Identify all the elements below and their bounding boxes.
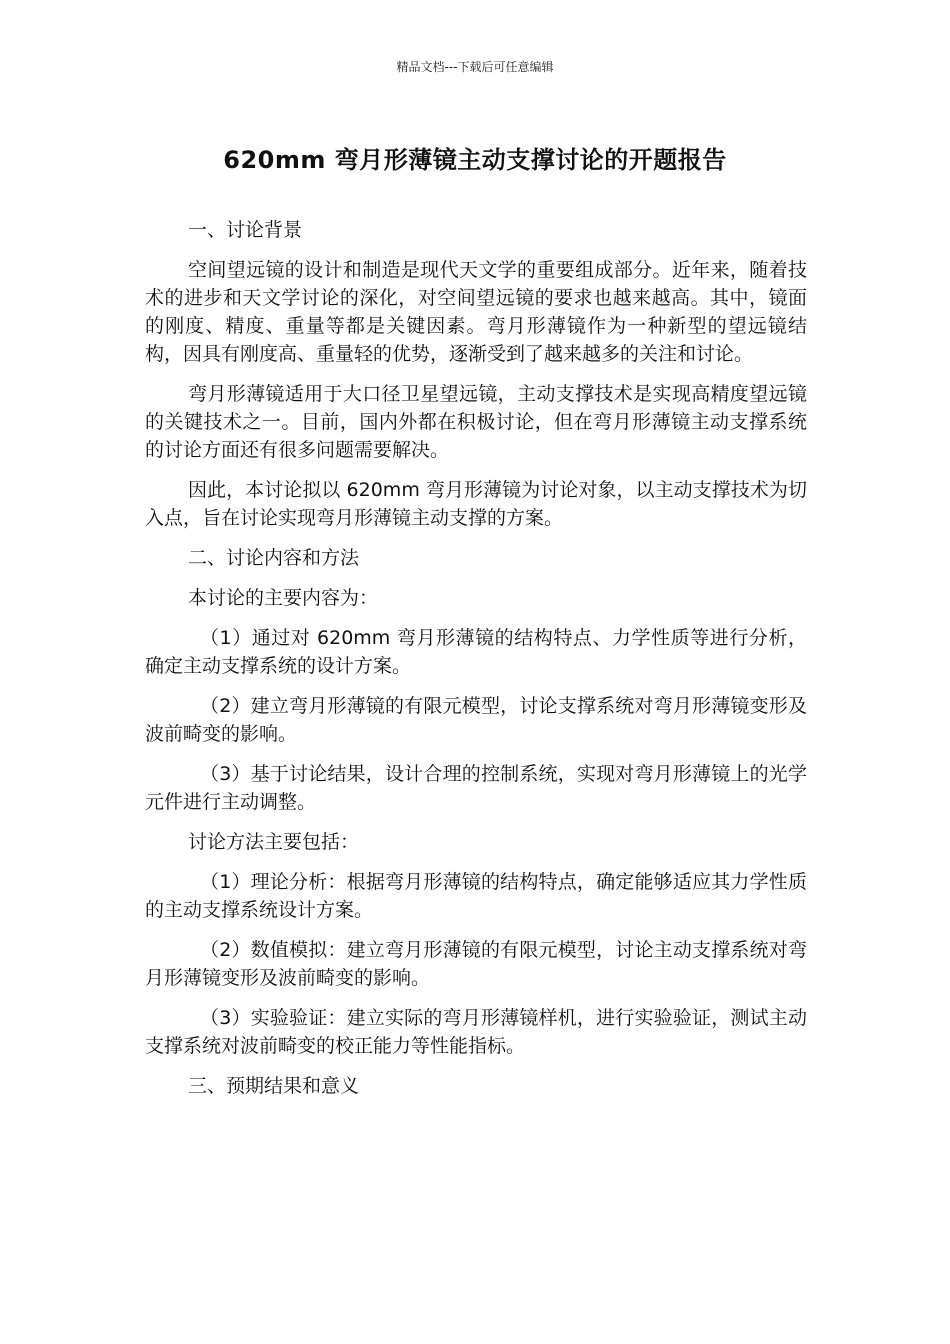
background-paragraph-1: 空间望远镜的设计和制造是现代天文学的重要组成部分。近年来，随着技术的进步和天文学讨论的深化，对空间望远镜的要求也越来越高。其中，镜面的刚度、精度、重量等都是关键因素。弯月形薄镜作为一种新型的望远镜结构，因具有刚度高、重量轻的优势，逐渐受到了越来越多的关注和讨论。	[145, 259, 807, 365]
section-heading-content-methods: 二、讨论内容和方法	[188, 547, 360, 569]
background-paragraph-2: 弯月形薄镜适用于大口径卫星望远镜，主动支撑技术是实现高精度望远镜的关键技术之一。目前，国内外都在积极讨论，但在弯月形薄镜主动支撑系统的讨论方面还有很多问题需要解决。	[145, 383, 807, 461]
content-item-1: （1）通过对 620mm 弯月形薄镜的结构特点、力学性质等进行分析，确定主动支撑系统的设计方案。	[145, 627, 807, 677]
content-intro: 本讨论的主要内容为：	[188, 587, 379, 609]
background-paragraph-3: 因此，本讨论拟以 620mm 弯月形薄镜为讨论对象，以主动支撑技术为切入点，旨在讨论实现弯月形薄镜主动支撑的方案。	[145, 479, 807, 529]
section-heading-expected-results: 三、预期结果和意义	[188, 1075, 360, 1097]
document-title: 620mm 弯月形薄镜主动支撑讨论的开题报告	[223, 146, 727, 174]
method-intro: 讨论方法主要包括：	[188, 831, 360, 853]
content-item-2: （2）建立弯月形薄镜的有限元模型，讨论支撑系统对弯月形薄镜变形及波前畸变的影响。	[145, 695, 807, 745]
section-heading-background: 一、讨论背景	[188, 219, 303, 241]
method-item-1: （1）理论分析：根据弯月形薄镜的结构特点，确定能够适应其力学性质的主动支撑系统设计方案。	[145, 871, 807, 921]
content-item-3: （3）基于讨论结果，设计合理的控制系统，实现对弯月形薄镜上的光学元件进行主动调整。	[145, 763, 807, 813]
document-body	[145, 216, 807, 1112]
page-header-note: 精品文档---下载后可任意编辑	[396, 60, 554, 74]
method-item-3: （3）实验验证：建立实际的弯月形薄镜样机，进行实验验证，测试主动支撑系统对波前畸变的校正能力等性能指标。	[145, 1007, 807, 1057]
method-item-2: （2）数值模拟：建立弯月形薄镜的有限元模型，讨论主动支撑系统对弯月形薄镜变形及波前畸变的影响。	[145, 939, 807, 989]
